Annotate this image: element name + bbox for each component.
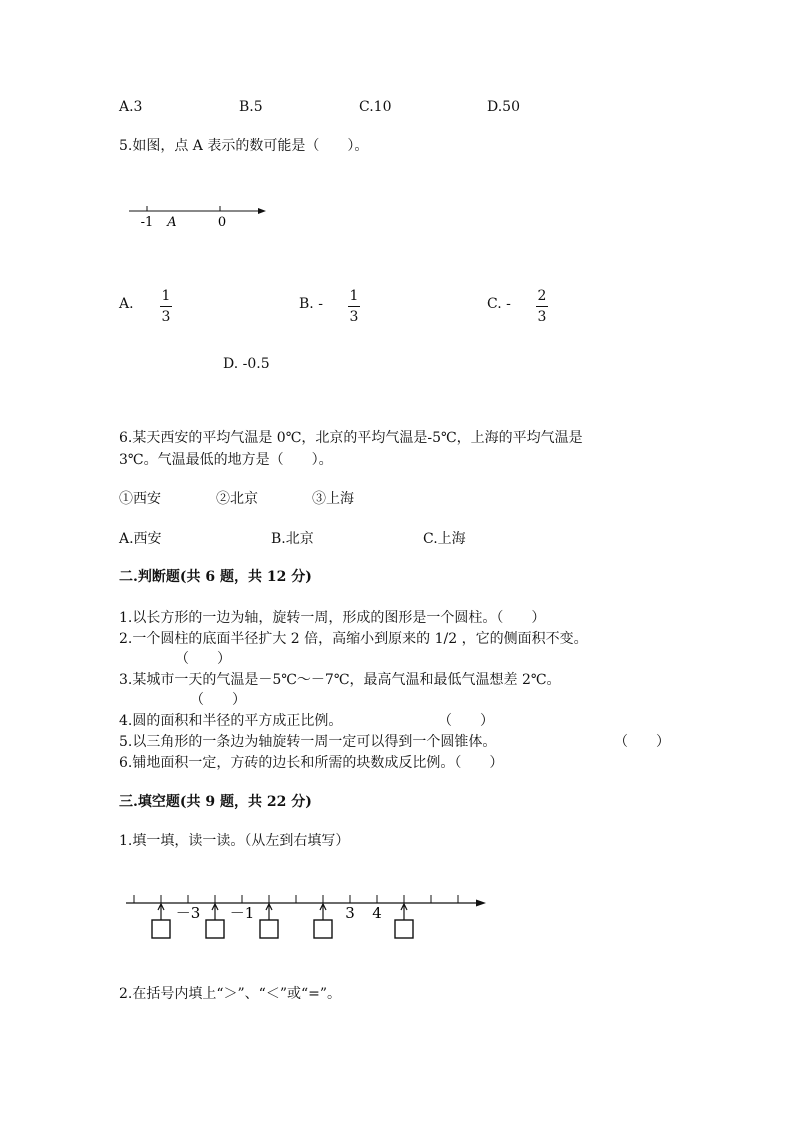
judge-item-3: 3.某城市一天的气温是－5℃～－7℃，最高气温和最低气温想差 2℃。 [119, 672, 561, 688]
up-arrow-icon [158, 904, 164, 920]
answer-box-4[interactable] [314, 920, 332, 938]
q6-stem-line1: 6.某天西安的平均气温是 0℃，北京的平均气温是-5℃，上海的平均气温是 [119, 430, 583, 446]
label-zero: 0 [217, 215, 227, 230]
q6-choice-3: ③上海 [312, 491, 354, 507]
up-arrow-icon [401, 904, 407, 920]
q4-option-a[interactable]: A.3 [119, 99, 143, 115]
q6-option-a[interactable]: A.西安 [119, 531, 162, 547]
q5-option-b-prefix[interactable]: B. - [299, 296, 323, 312]
q5-option-c-fraction [536, 289, 548, 324]
q6-choice-2: ②北京 [216, 491, 258, 507]
numerator: 1 [161, 288, 171, 304]
q5-option-d[interactable]: D. -0.5 [223, 356, 270, 372]
q5-option-a-prefix[interactable]: A. [119, 296, 134, 312]
judge-item-1: 1.以长方形的一边为轴，旋转一周，形成的图形是一个圆柱。（ ） [119, 610, 546, 626]
label-three: 3 [345, 904, 355, 922]
judge-item-5: 5.以三角形的一条边为轴旋转一周一定可以得到一个圆锥体。 [119, 734, 497, 750]
numerator: 2 [537, 288, 547, 304]
label-minus-one: -1 [140, 215, 154, 230]
q4-option-b[interactable]: B.5 [239, 99, 263, 115]
q5-number-line [125, 200, 275, 232]
up-arrow-icon [266, 904, 272, 920]
q5-option-b-fraction [348, 289, 360, 324]
judge-item-4: 4.圆的面积和半径的平方成正比例。 [119, 713, 343, 729]
judge-item-6: 6.铺地面积一定，方砖的边长和所需的块数成反比例。（ ） [119, 755, 504, 771]
judge-item-2: 2.一个圆柱的底面半径扩大 2 倍，高缩小到原来的 1/2 ，它的侧面积不变。 [119, 631, 588, 647]
denominator: 3 [537, 309, 547, 325]
judge-item-2-answer[interactable]: （ ） [175, 651, 231, 667]
denominator: 3 [161, 309, 171, 325]
judge-item-3-answer[interactable]: （ ） [190, 692, 246, 708]
answer-box-1[interactable] [152, 920, 170, 938]
judge-item-5-answer[interactable]: （ ） [614, 734, 670, 750]
label-minus-three: －3 [175, 904, 201, 922]
q5-stem: 5.如图，点 A 表示的数可能是（ ）。 [119, 138, 369, 154]
q6-option-c[interactable]: C.上海 [423, 531, 466, 547]
judge-item-4-answer[interactable]: （ ） [438, 713, 494, 729]
number-line-ticks [134, 895, 458, 903]
up-arrow-icon [212, 904, 218, 920]
arrow-right-icon [476, 900, 486, 907]
denominator: 3 [349, 309, 359, 325]
label-four: 4 [372, 904, 382, 922]
label-minus-one: －1 [229, 904, 255, 922]
answer-box-2[interactable] [206, 920, 224, 938]
fill-q1-number-line [120, 886, 492, 942]
label-point-a: A [167, 215, 177, 230]
answer-box-5[interactable] [395, 920, 413, 938]
q5-option-a-fraction [160, 289, 172, 324]
q4-option-d[interactable]: D.50 [487, 99, 520, 115]
q6-stem-line2: 3℃。气温最低的地方是（ ）。 [119, 452, 333, 468]
q5-option-c-prefix[interactable]: C. - [487, 296, 511, 312]
q4-option-c[interactable]: C.10 [359, 99, 392, 115]
fill-q1-stem: 1.填一填，读一读。（从左到右填写） [119, 833, 350, 849]
answer-box-3[interactable] [260, 920, 278, 938]
q6-choice-1: ①西安 [119, 491, 161, 507]
q6-option-b[interactable]: B.北京 [271, 531, 314, 547]
fill-q2-stem: 2.在括号内填上“＞”、“＜”或“=”。 [119, 986, 342, 1002]
numerator: 1 [349, 288, 359, 304]
up-arrow-icon [320, 904, 326, 920]
section-2-title: 二.判断题(共 6 题，共 12 分) [119, 569, 312, 585]
arrow-right-icon [258, 208, 266, 214]
section-3-title: 三.填空题(共 9 题，共 22 分) [119, 794, 312, 810]
